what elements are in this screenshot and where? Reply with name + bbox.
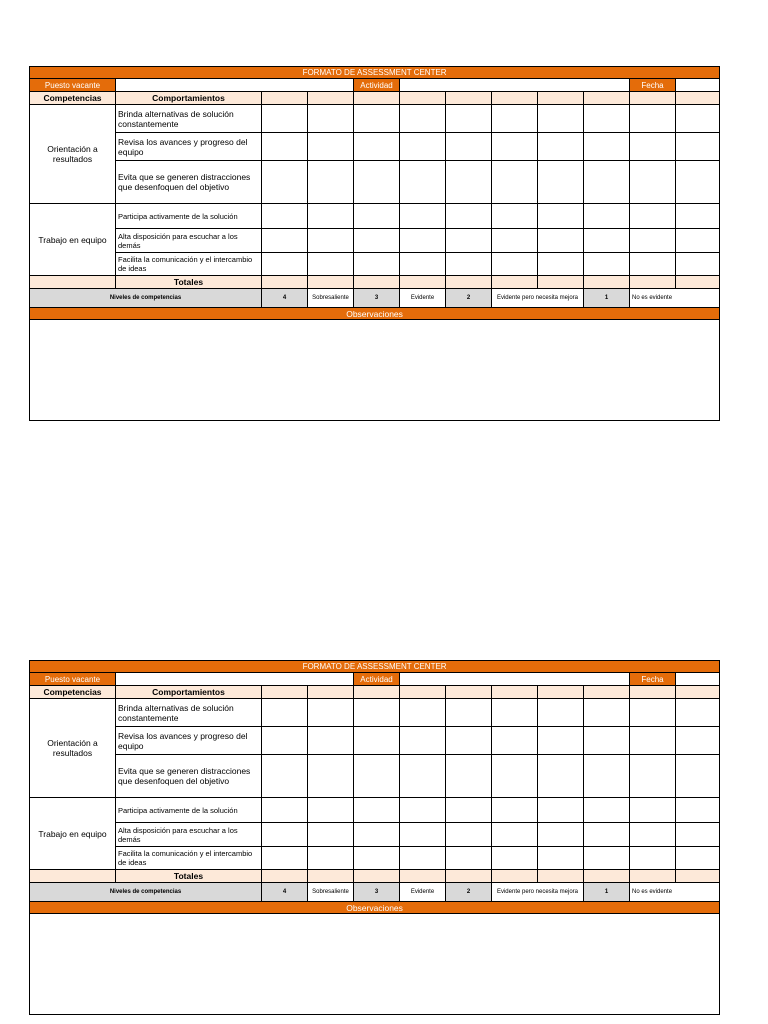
competencias-header: Competencias [30, 686, 116, 699]
score-cell[interactable] [492, 133, 538, 161]
score-header-cell [262, 92, 308, 105]
score-cell[interactable] [354, 823, 400, 847]
score-cell[interactable] [262, 204, 308, 229]
score-cell[interactable] [584, 229, 630, 253]
score-cell[interactable] [676, 204, 720, 229]
score-cell[interactable] [492, 229, 538, 253]
score-cell[interactable] [400, 204, 446, 229]
score-cell[interactable] [584, 105, 630, 133]
total-cell[interactable] [354, 276, 400, 289]
total-cell[interactable] [446, 870, 492, 883]
score-cell[interactable] [400, 229, 446, 253]
score-cell[interactable] [492, 823, 538, 847]
score-cell[interactable] [538, 161, 584, 204]
behavior-row: Alta disposición para escuchar a los demás [116, 823, 262, 847]
score-cell[interactable] [354, 253, 400, 276]
puesto-vacante-field[interactable] [116, 79, 354, 92]
score-cell[interactable] [630, 699, 676, 727]
score-cell[interactable] [446, 105, 492, 133]
score-cell[interactable] [676, 253, 720, 276]
score-cell[interactable] [676, 847, 720, 870]
score-cell[interactable] [446, 253, 492, 276]
score-cell[interactable] [630, 798, 676, 823]
score-cell[interactable] [354, 699, 400, 727]
score-cell[interactable] [676, 105, 720, 133]
assessment-table [29, 66, 720, 421]
level-value: 1 [584, 883, 630, 902]
competence-trabajo: Trabajo en equipo [30, 798, 116, 870]
score-cell[interactable] [538, 823, 584, 847]
score-header-cell [676, 92, 720, 105]
total-cell[interactable] [400, 870, 446, 883]
level-label: Sobresaliente [308, 883, 354, 902]
total-cell[interactable] [492, 870, 538, 883]
score-header-cell [492, 686, 538, 699]
score-cell[interactable] [538, 229, 584, 253]
score-cell[interactable] [308, 253, 354, 276]
total-cell[interactable] [584, 870, 630, 883]
score-cell[interactable] [584, 204, 630, 229]
total-cell[interactable] [354, 870, 400, 883]
assessment-form-1 [29, 66, 719, 421]
behavior-row: Evita que se generen distracciones que desenfoquen del objetivo [116, 161, 262, 204]
score-cell[interactable] [262, 699, 308, 727]
behavior-row: Revisa los avances y progreso del equipo [116, 727, 262, 755]
score-cell[interactable] [400, 161, 446, 204]
score-cell[interactable] [446, 161, 492, 204]
level-value: 3 [354, 883, 400, 902]
score-cell[interactable] [308, 847, 354, 870]
observaciones-field[interactable] [30, 914, 720, 1015]
total-cell[interactable] [630, 276, 676, 289]
score-cell[interactable] [446, 847, 492, 870]
level-label: No es evidente [630, 883, 720, 902]
score-cell[interactable] [308, 727, 354, 755]
score-cell[interactable] [308, 755, 354, 798]
score-cell[interactable] [262, 847, 308, 870]
total-cell[interactable] [262, 870, 308, 883]
score-header-cell [354, 92, 400, 105]
actividad-field[interactable] [400, 79, 630, 92]
score-cell[interactable] [584, 727, 630, 755]
score-cell[interactable] [308, 161, 354, 204]
score-cell[interactable] [354, 847, 400, 870]
actividad-label: Actividad [354, 79, 400, 92]
assessment-table [29, 660, 720, 1015]
score-cell[interactable] [262, 229, 308, 253]
behavior-row: Brinda alternativas de solución constantemente [116, 699, 262, 727]
level-label: Evidente [400, 883, 446, 902]
behavior-row: Alta disposición para escuchar a los demás [116, 229, 262, 253]
level-value: 1 [584, 289, 630, 308]
score-cell[interactable] [400, 253, 446, 276]
puesto-vacante-label: Puesto vacante [30, 673, 116, 686]
score-cell[interactable] [400, 755, 446, 798]
score-cell[interactable] [262, 823, 308, 847]
score-cell[interactable] [538, 133, 584, 161]
comportamientos-header: Comportamientos [116, 92, 262, 105]
score-cell[interactable] [538, 755, 584, 798]
score-header-cell [630, 686, 676, 699]
score-cell[interactable] [354, 161, 400, 204]
score-cell[interactable] [492, 798, 538, 823]
fecha-label: Fecha [630, 673, 676, 686]
score-header-cell [584, 92, 630, 105]
score-header-cell [538, 686, 584, 699]
score-cell[interactable] [308, 798, 354, 823]
score-cell[interactable] [492, 847, 538, 870]
level-value: 3 [354, 289, 400, 308]
total-cell[interactable] [538, 276, 584, 289]
score-cell[interactable] [538, 204, 584, 229]
level-value: 2 [446, 289, 492, 308]
score-cell[interactable] [538, 727, 584, 755]
score-cell[interactable] [400, 133, 446, 161]
score-cell[interactable] [446, 204, 492, 229]
score-cell[interactable] [354, 727, 400, 755]
level-value: 4 [262, 883, 308, 902]
score-cell[interactable] [584, 699, 630, 727]
score-cell[interactable] [630, 204, 676, 229]
level-value: 2 [446, 883, 492, 902]
score-cell[interactable] [584, 823, 630, 847]
score-cell[interactable] [676, 229, 720, 253]
score-cell[interactable] [262, 727, 308, 755]
score-cell[interactable] [584, 847, 630, 870]
score-cell[interactable] [446, 133, 492, 161]
score-cell[interactable] [676, 755, 720, 798]
fecha-label: Fecha [630, 79, 676, 92]
level-value: 4 [262, 289, 308, 308]
score-cell[interactable] [446, 798, 492, 823]
score-cell[interactable] [262, 105, 308, 133]
totals-blank [30, 276, 116, 289]
score-cell[interactable] [354, 798, 400, 823]
competencias-header: Competencias [30, 92, 116, 105]
score-cell[interactable] [400, 727, 446, 755]
score-cell[interactable] [492, 161, 538, 204]
puesto-vacante-label: Puesto vacante [30, 79, 116, 92]
behavior-row: Revisa los avances y progreso del equipo [116, 133, 262, 161]
score-cell[interactable] [308, 823, 354, 847]
score-cell[interactable] [630, 229, 676, 253]
score-cell[interactable] [308, 229, 354, 253]
score-cell[interactable] [630, 755, 676, 798]
observaciones-field[interactable] [30, 320, 720, 421]
score-cell[interactable] [492, 727, 538, 755]
totals-blank [30, 870, 116, 883]
score-cell[interactable] [676, 161, 720, 204]
level-label: Evidente pero necesita mejora [492, 883, 584, 902]
totals-label: Totales [116, 276, 262, 289]
score-cell[interactable] [538, 699, 584, 727]
score-cell[interactable] [676, 798, 720, 823]
niveles-label: Niveles de competencias [30, 289, 262, 308]
score-header-cell [262, 686, 308, 699]
score-cell[interactable] [308, 204, 354, 229]
total-cell[interactable] [584, 276, 630, 289]
comportamientos-header: Comportamientos [116, 686, 262, 699]
score-cell[interactable] [400, 798, 446, 823]
score-cell[interactable] [492, 699, 538, 727]
score-cell[interactable] [492, 755, 538, 798]
score-header-cell [630, 92, 676, 105]
score-header-cell [354, 686, 400, 699]
observaciones-header: Observaciones [30, 902, 720, 914]
total-cell[interactable] [492, 276, 538, 289]
score-header-cell [584, 686, 630, 699]
score-header-cell [538, 92, 584, 105]
score-cell[interactable] [400, 823, 446, 847]
competence-orientacion: Orientación a resultados [30, 699, 116, 798]
score-cell[interactable] [676, 727, 720, 755]
score-cell[interactable] [308, 105, 354, 133]
score-header-cell [676, 686, 720, 699]
score-cell[interactable] [538, 253, 584, 276]
score-cell[interactable] [676, 699, 720, 727]
score-cell[interactable] [446, 699, 492, 727]
score-cell[interactable] [354, 229, 400, 253]
score-cell[interactable] [354, 105, 400, 133]
score-cell[interactable] [630, 133, 676, 161]
total-cell[interactable] [400, 276, 446, 289]
competence-orientacion: Orientación a resultados [30, 105, 116, 204]
level-label: No es evidente [630, 289, 720, 308]
score-cell[interactable] [630, 161, 676, 204]
score-cell[interactable] [262, 755, 308, 798]
score-cell[interactable] [584, 755, 630, 798]
score-cell[interactable] [446, 229, 492, 253]
total-cell[interactable] [538, 870, 584, 883]
score-cell[interactable] [492, 253, 538, 276]
score-cell[interactable] [492, 204, 538, 229]
niveles-label: Niveles de competencias [30, 883, 262, 902]
score-cell[interactable] [630, 253, 676, 276]
score-header-cell [400, 686, 446, 699]
score-cell[interactable] [400, 105, 446, 133]
actividad-field[interactable] [400, 673, 630, 686]
assessment-form-2 [29, 660, 719, 1015]
fecha-field[interactable] [676, 673, 720, 686]
score-cell[interactable] [630, 847, 676, 870]
score-cell[interactable] [538, 847, 584, 870]
score-cell[interactable] [446, 727, 492, 755]
score-cell[interactable] [630, 823, 676, 847]
score-header-cell [400, 92, 446, 105]
level-label: Sobresaliente [308, 289, 354, 308]
actividad-label: Actividad [354, 673, 400, 686]
score-cell[interactable] [584, 253, 630, 276]
score-cell[interactable] [400, 699, 446, 727]
score-cell[interactable] [354, 755, 400, 798]
total-cell[interactable] [308, 870, 354, 883]
score-cell[interactable] [446, 823, 492, 847]
score-cell[interactable] [538, 105, 584, 133]
behavior-row: Facilita la comunicación y el intercambio de ideas [116, 253, 262, 276]
behavior-row: Evita que se generen distracciones que desenfoquen del objetivo [116, 755, 262, 798]
behavior-row: Brinda alternativas de solución constantemente [116, 105, 262, 133]
form-title: FORMATO DE ASSESSMENT CENTER [30, 67, 720, 79]
score-cell[interactable] [446, 755, 492, 798]
level-label: Evidente [400, 289, 446, 308]
total-cell[interactable] [446, 276, 492, 289]
behavior-row: Participa activamente de la solución [116, 798, 262, 823]
score-cell[interactable] [262, 253, 308, 276]
score-cell[interactable] [308, 133, 354, 161]
score-cell[interactable] [538, 798, 584, 823]
score-cell[interactable] [400, 847, 446, 870]
score-header-cell [492, 92, 538, 105]
competence-trabajo: Trabajo en equipo [30, 204, 116, 276]
score-cell[interactable] [630, 105, 676, 133]
totals-label: Totales [116, 870, 262, 883]
behavior-row: Facilita la comunicación y el intercambio de ideas [116, 847, 262, 870]
total-cell[interactable] [676, 276, 720, 289]
score-cell[interactable] [354, 133, 400, 161]
total-cell[interactable] [676, 870, 720, 883]
total-cell[interactable] [308, 276, 354, 289]
score-cell[interactable] [262, 133, 308, 161]
score-header-cell [308, 92, 354, 105]
total-cell[interactable] [630, 870, 676, 883]
fecha-field[interactable] [676, 79, 720, 92]
score-cell[interactable] [584, 798, 630, 823]
score-cell[interactable] [676, 823, 720, 847]
score-header-cell [446, 686, 492, 699]
score-cell[interactable] [584, 133, 630, 161]
behavior-row: Participa activamente de la solución [116, 204, 262, 229]
score-cell[interactable] [630, 727, 676, 755]
total-cell[interactable] [262, 276, 308, 289]
puesto-vacante-field[interactable] [116, 673, 354, 686]
score-cell[interactable] [308, 699, 354, 727]
score-cell[interactable] [676, 133, 720, 161]
form-title: FORMATO DE ASSESSMENT CENTER [30, 661, 720, 673]
level-label: Evidente pero necesita mejora [492, 289, 584, 308]
score-header-cell [308, 686, 354, 699]
score-cell[interactable] [584, 161, 630, 204]
score-cell[interactable] [262, 161, 308, 204]
score-header-cell [446, 92, 492, 105]
score-cell[interactable] [492, 105, 538, 133]
observaciones-header: Observaciones [30, 308, 720, 320]
score-cell[interactable] [262, 798, 308, 823]
score-cell[interactable] [354, 204, 400, 229]
